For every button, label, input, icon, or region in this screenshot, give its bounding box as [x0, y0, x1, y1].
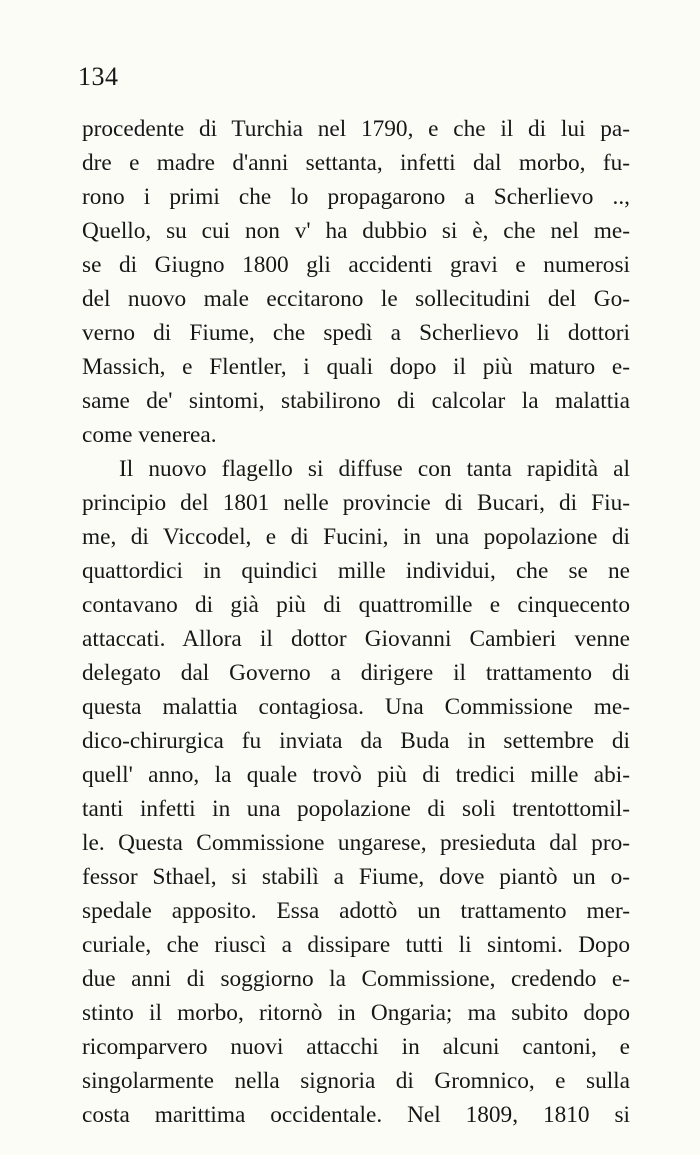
body-text — [82, 112, 630, 1132]
text-line: attaccati. Allora il dottor Giovanni Cambieri venne — [82, 626, 630, 652]
text-line: dre e madre d'anni settanta, infetti dal morbo, fu- — [82, 150, 630, 176]
page-number: 134 — [78, 62, 119, 91]
text-line: se di Giugno 1800 gli accidenti gravi e numerosi — [82, 252, 630, 278]
text-line: questa malattia contagiosa. Una Commissione me- — [82, 694, 630, 720]
text-line: singolarmente nella signoria di Gromnico, e sulla — [82, 1068, 630, 1094]
text-line: Quello, su cui non v' ha dubbio si è, che nel me- — [82, 218, 630, 244]
text-line: contavano di già più di quattromille e cinquecento — [82, 592, 630, 618]
text-line: ricomparvero nuovi attacchi in alcuni cantoni, e — [82, 1034, 630, 1060]
text-line: come venerea. — [82, 422, 217, 448]
text-line: le. Questa Commissione ungarese, presieduta dal pro- — [82, 830, 630, 856]
text-line: Massich, e Flentler, i quali dopo il più maturo e- — [82, 354, 630, 380]
text-line: due anni di soggiorno la Commissione, credendo e- — [82, 966, 630, 992]
text-line: me, di Viccodel, e di Fucini, in una popolazione di — [82, 524, 630, 550]
text-line: dico-chirurgica fu inviata da Buda in settembre di — [82, 728, 630, 754]
text-line: delegato dal Governo a dirigere il trattamento di — [82, 660, 630, 686]
text-line: spedale apposito. Essa adottò un trattamento mer- — [82, 898, 630, 924]
text-line: rono i primi che lo propagarono a Scherlievo .., — [82, 184, 630, 210]
text-line: quattordici in quindici mille individui, che se ne — [82, 558, 630, 584]
text-line: curiale, che riuscì a dissipare tutti li sintomi. Dopo — [82, 932, 630, 958]
text-line: tanti infetti in una popolazione di soli trentottomil- — [82, 796, 630, 822]
text-line: del nuovo male eccitarono le sollecitudini del Go- — [82, 286, 630, 312]
text-line: principio del 1801 nelle provincie di Bucari, di Fiu- — [82, 490, 630, 516]
text-line: procedente di Turchia nel 1790, e che il di lui pa- — [82, 116, 630, 142]
text-line: same de' sintomi, stabilirono di calcolar la malattia — [82, 388, 630, 414]
text-line: costa marittima occidentale. Nel 1809, 1810 si — [82, 1102, 630, 1128]
text-line: Il nuovo flagello si diffuse con tanta rapidità al — [119, 456, 630, 482]
text-line: stinto il morbo, ritornò in Ongaria; ma subito dopo — [82, 1000, 630, 1026]
text-line: verno di Fiume, che spedì a Scherlievo li dottori — [82, 320, 630, 346]
text-line: quell' anno, la quale trovò più di tredici mille abi- — [82, 762, 630, 788]
text-line: fessor Sthael, si stabilì a Fiume, dove piantò un o- — [82, 864, 630, 890]
